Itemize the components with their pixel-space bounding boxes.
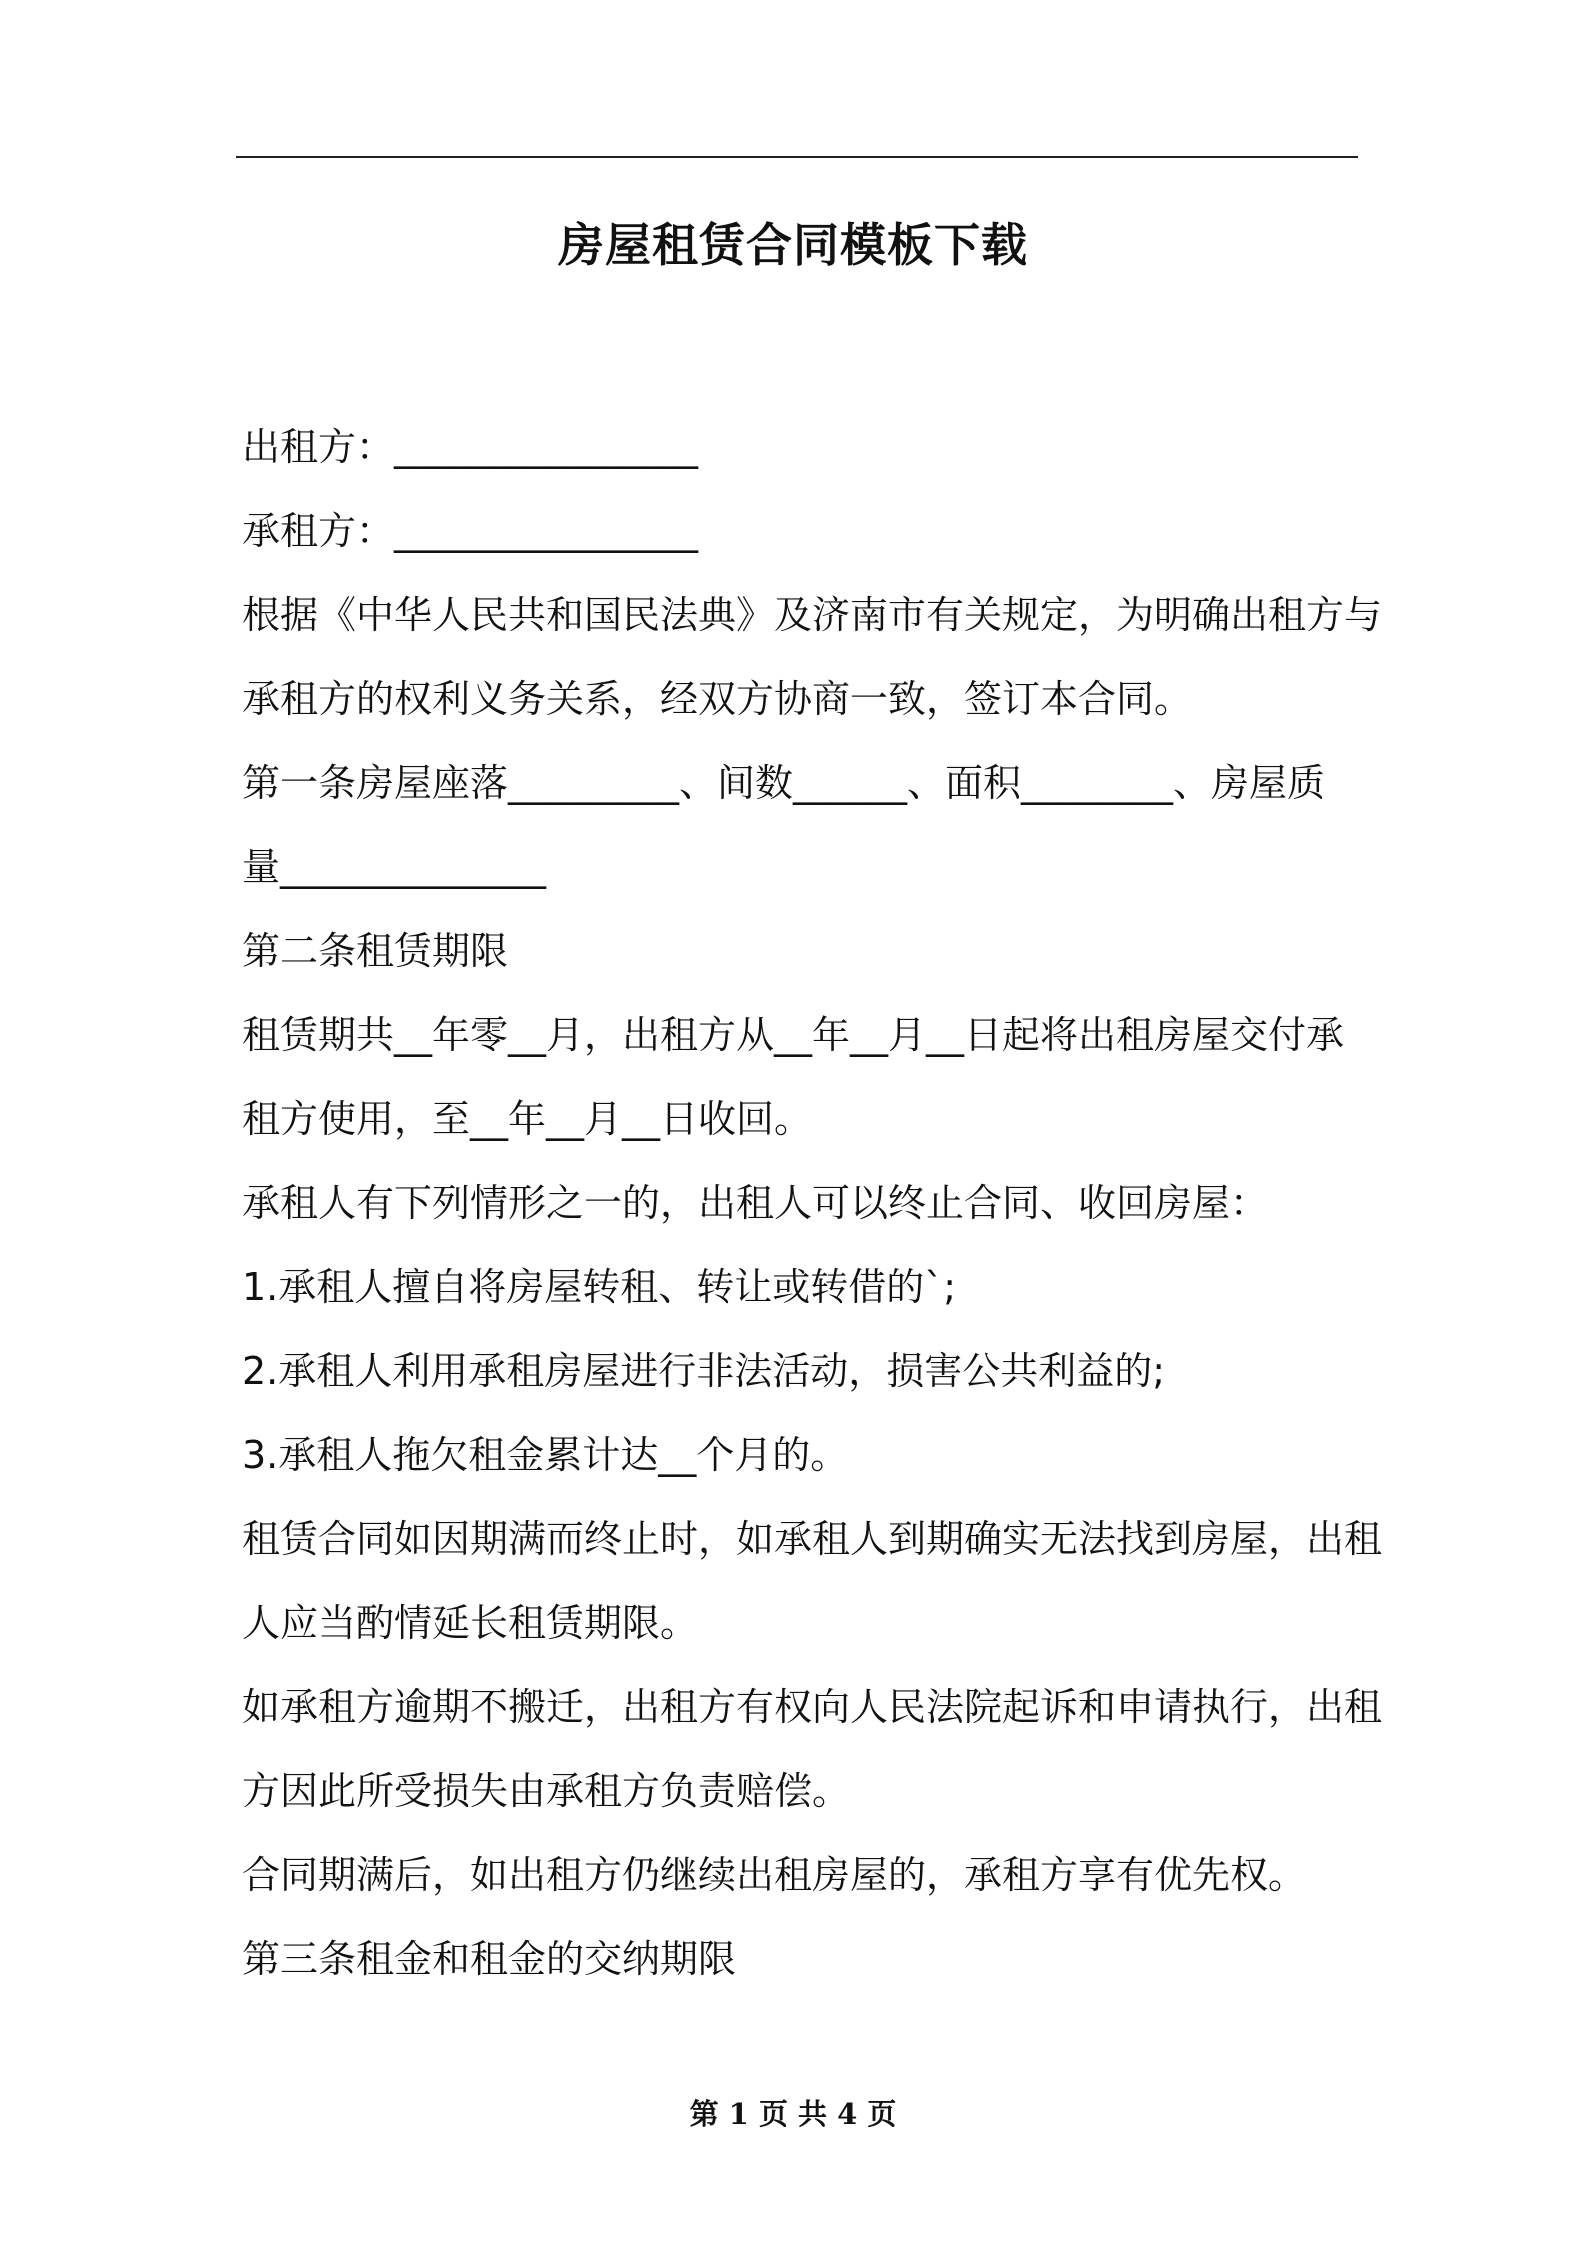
article-2-heading: 第二条租赁期限 (242, 929, 509, 973)
preamble-line-2: 承租方的权利义务关系，经双方协商一致，签订本合同。 (242, 677, 1193, 721)
page-number-footer: 第 1 页 共 4 页 (689, 2097, 897, 2131)
termination-item-1: 1.承租人擅自将房屋转租、转让或转借的`; (242, 1265, 957, 1309)
article-3-heading: 第三条租金和租金的交纳期限 (242, 1937, 737, 1981)
overstay-clause-line-1: 如承租方逾期不搬迁，出租方有权向人民法院起诉和申请执行，出租 (242, 1685, 1383, 1729)
renewal-priority-line: 合同期满后，如出租方仍继续出租房屋的，承租方享有优先权。 (242, 1853, 1307, 1897)
termination-item-3: 3.承租人拖欠租金累计达__个月的。 (242, 1433, 849, 1477)
document-body (242, 405, 1383, 2001)
expiry-clause-line-2: 人应当酌情延长租赁期限。 (242, 1601, 699, 1645)
document-title: 房屋租赁合同模板下载 (558, 218, 1028, 272)
expiry-clause-line-1: 租赁合同如因期满而终止时，如承租人到期确实无法找到房屋，出租 (242, 1517, 1383, 1561)
article-1-line-1: 第一条房屋座落_________、间数______、面积________、房屋质 (242, 761, 1326, 805)
article-1-line-2: 量______________ (242, 845, 547, 889)
lease-term-line-1: 租赁期共__年零__月，出租方从__年__月__日起将出租房屋交付承 (242, 1013, 1345, 1057)
lease-term-line-2: 租方使用，至__年__月__日收回。 (242, 1097, 813, 1141)
preamble-line-1: 根据《中华人民共和国民法典》及济南市有关规定，为明确出租方与 (242, 593, 1383, 637)
overstay-clause-line-2: 方因此所受损失由承租方负责赔偿。 (242, 1769, 851, 1813)
lessee-field-line: 承租方：________________ (242, 509, 699, 553)
lessor-field-line: 出租方：________________ (242, 425, 699, 469)
termination-intro: 承租人有下列情形之一的，出租人可以终止合同、收回房屋： (242, 1181, 1269, 1225)
termination-item-2: 2.承租人利用承租房屋进行非法活动，损害公共利益的; (242, 1349, 1166, 1393)
header-divider (236, 156, 1358, 158)
